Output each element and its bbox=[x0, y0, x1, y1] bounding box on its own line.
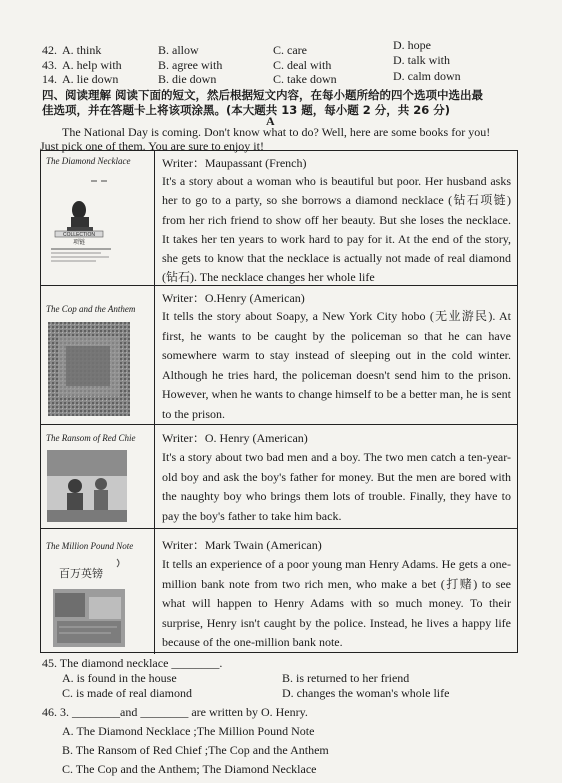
option-a: A. is found in the house bbox=[62, 671, 177, 685]
book-cover-image bbox=[41, 167, 154, 286]
section-instruction-line2: 佳选项，并在答题卡上将该项涂黑。(本大题共 13 题，每小题 2 分，共 26 分) bbox=[42, 103, 451, 117]
option-a: A. The Diamond Necklace ;The Million Pound Note bbox=[62, 724, 315, 738]
option-d: D. hope bbox=[393, 38, 431, 52]
intro-line1: The National Day is coming. Don't know what to do? Well, here are some books for you! bbox=[62, 125, 491, 139]
option-a: A. think bbox=[62, 43, 102, 57]
book-description: It's a story about two bad men and a boy. The two men catch a ten-year-old boy and ask the boy's father for money. But the men are bored with the naughty boy who brings them lots of trouble. Finally, they have to pay the boy's father to take him back. bbox=[162, 450, 511, 523]
book-cover-image bbox=[48, 322, 130, 420]
cover-collection-text: COLLECTION bbox=[63, 232, 95, 238]
option-b: B. die down bbox=[158, 72, 217, 86]
book-row-cop-and-anthem bbox=[41, 286, 517, 425]
question-stem: 45. The diamond necklace ________. bbox=[42, 656, 223, 670]
book-row-million-pound-note bbox=[41, 529, 517, 654]
section-instruction-line1: 四、阅读理解 阅读下面的短文，然后根据短文内容，在每小题所给的四个选项中选出最 bbox=[42, 88, 483, 102]
book-writer: Writer：O. Henry (American) bbox=[162, 431, 308, 445]
option-b: B. The Ransom of Red Chief ;The Cop and the Anthem bbox=[62, 743, 329, 757]
option-a: A. lie down bbox=[62, 72, 119, 86]
book-title: The Diamond Necklace bbox=[46, 156, 131, 166]
option-c: C. The Cop and the Anthem; The Diamond Necklace bbox=[62, 762, 317, 776]
book-cover-image bbox=[47, 450, 127, 526]
book-row-ransom-of-red-chief bbox=[41, 425, 517, 529]
option-d: D. talk with bbox=[393, 53, 450, 67]
book-writer: Writer：O.Henry (American) bbox=[162, 291, 305, 305]
book-title: The Ransom of Red Chie bbox=[46, 433, 136, 443]
cover-cn-text: 项链 bbox=[72, 239, 86, 246]
option-c: C. is made of real diamond bbox=[62, 686, 192, 700]
question-number: 14. bbox=[42, 72, 57, 86]
option-c: C. take down bbox=[273, 72, 337, 86]
passage-letter: A bbox=[266, 114, 275, 128]
book-title: The Million Pound Note bbox=[46, 541, 134, 551]
question-stem: 46. 3. ________and ________ are written by O. Henry. bbox=[42, 705, 308, 719]
books-table bbox=[40, 150, 518, 653]
book-description: It tells an experience of a poor young man Henry Adams. He gets a one-million bank note from two rich men, who make a bet (打赌) to see what will happen to Henry Adams with so much money. To their surprise, Henry isn't caught by the police. Instead, he lives a happy life because of the one-million bank note. bbox=[162, 557, 511, 650]
option-d: D. calm down bbox=[393, 69, 461, 83]
book-description: It's a story about a woman who is beautiful but poor. Her husband asks her to go to a party, so she borrows a diamond necklace (钻石项链) from her rich friend to show off her beauty. But she loses the necklace. It takes her ten years to work hard to pay for it. At the end of the story, she gets to know that the necklace is actually not made of real diamond (钻石). The necklace changes her whole life bbox=[162, 174, 511, 285]
option-b: B. allow bbox=[158, 43, 199, 57]
cover-cn-text: 百万英镑 bbox=[59, 567, 103, 580]
option-a: A. help with bbox=[62, 58, 122, 72]
option-c: C. care bbox=[273, 43, 307, 57]
question-number: 43. bbox=[42, 58, 57, 72]
question-number: 42. bbox=[42, 43, 57, 57]
book-writer: Writer：Maupassant (French) bbox=[162, 156, 307, 170]
option-c: C. deal with bbox=[273, 58, 332, 72]
option-b: B. is returned to her friend bbox=[282, 671, 410, 685]
intro-line2: Just pick one of them. You are sure to enjoy it! bbox=[40, 139, 264, 153]
book-writer: Writer：Mark Twain (American) bbox=[162, 538, 322, 552]
book-cover-image bbox=[45, 557, 131, 653]
option-d: D. changes the woman's whole life bbox=[282, 686, 450, 700]
book-description: It tells the story about Soapy, a New York City hobo (无业游民). At first, he wants to be caught by the policeman so that he can have somewhere warm to stay instead of sleeping out in the cold winter. Although he tries hard, the policeman doesn't send him to the prison. However, when he wants to change himself to be a better man, he is sent to the prison. bbox=[162, 309, 511, 421]
book-title: The Cop and the Anthem bbox=[46, 304, 136, 314]
book-row-diamond-necklace bbox=[41, 151, 517, 286]
option-b: B. agree with bbox=[158, 58, 223, 72]
